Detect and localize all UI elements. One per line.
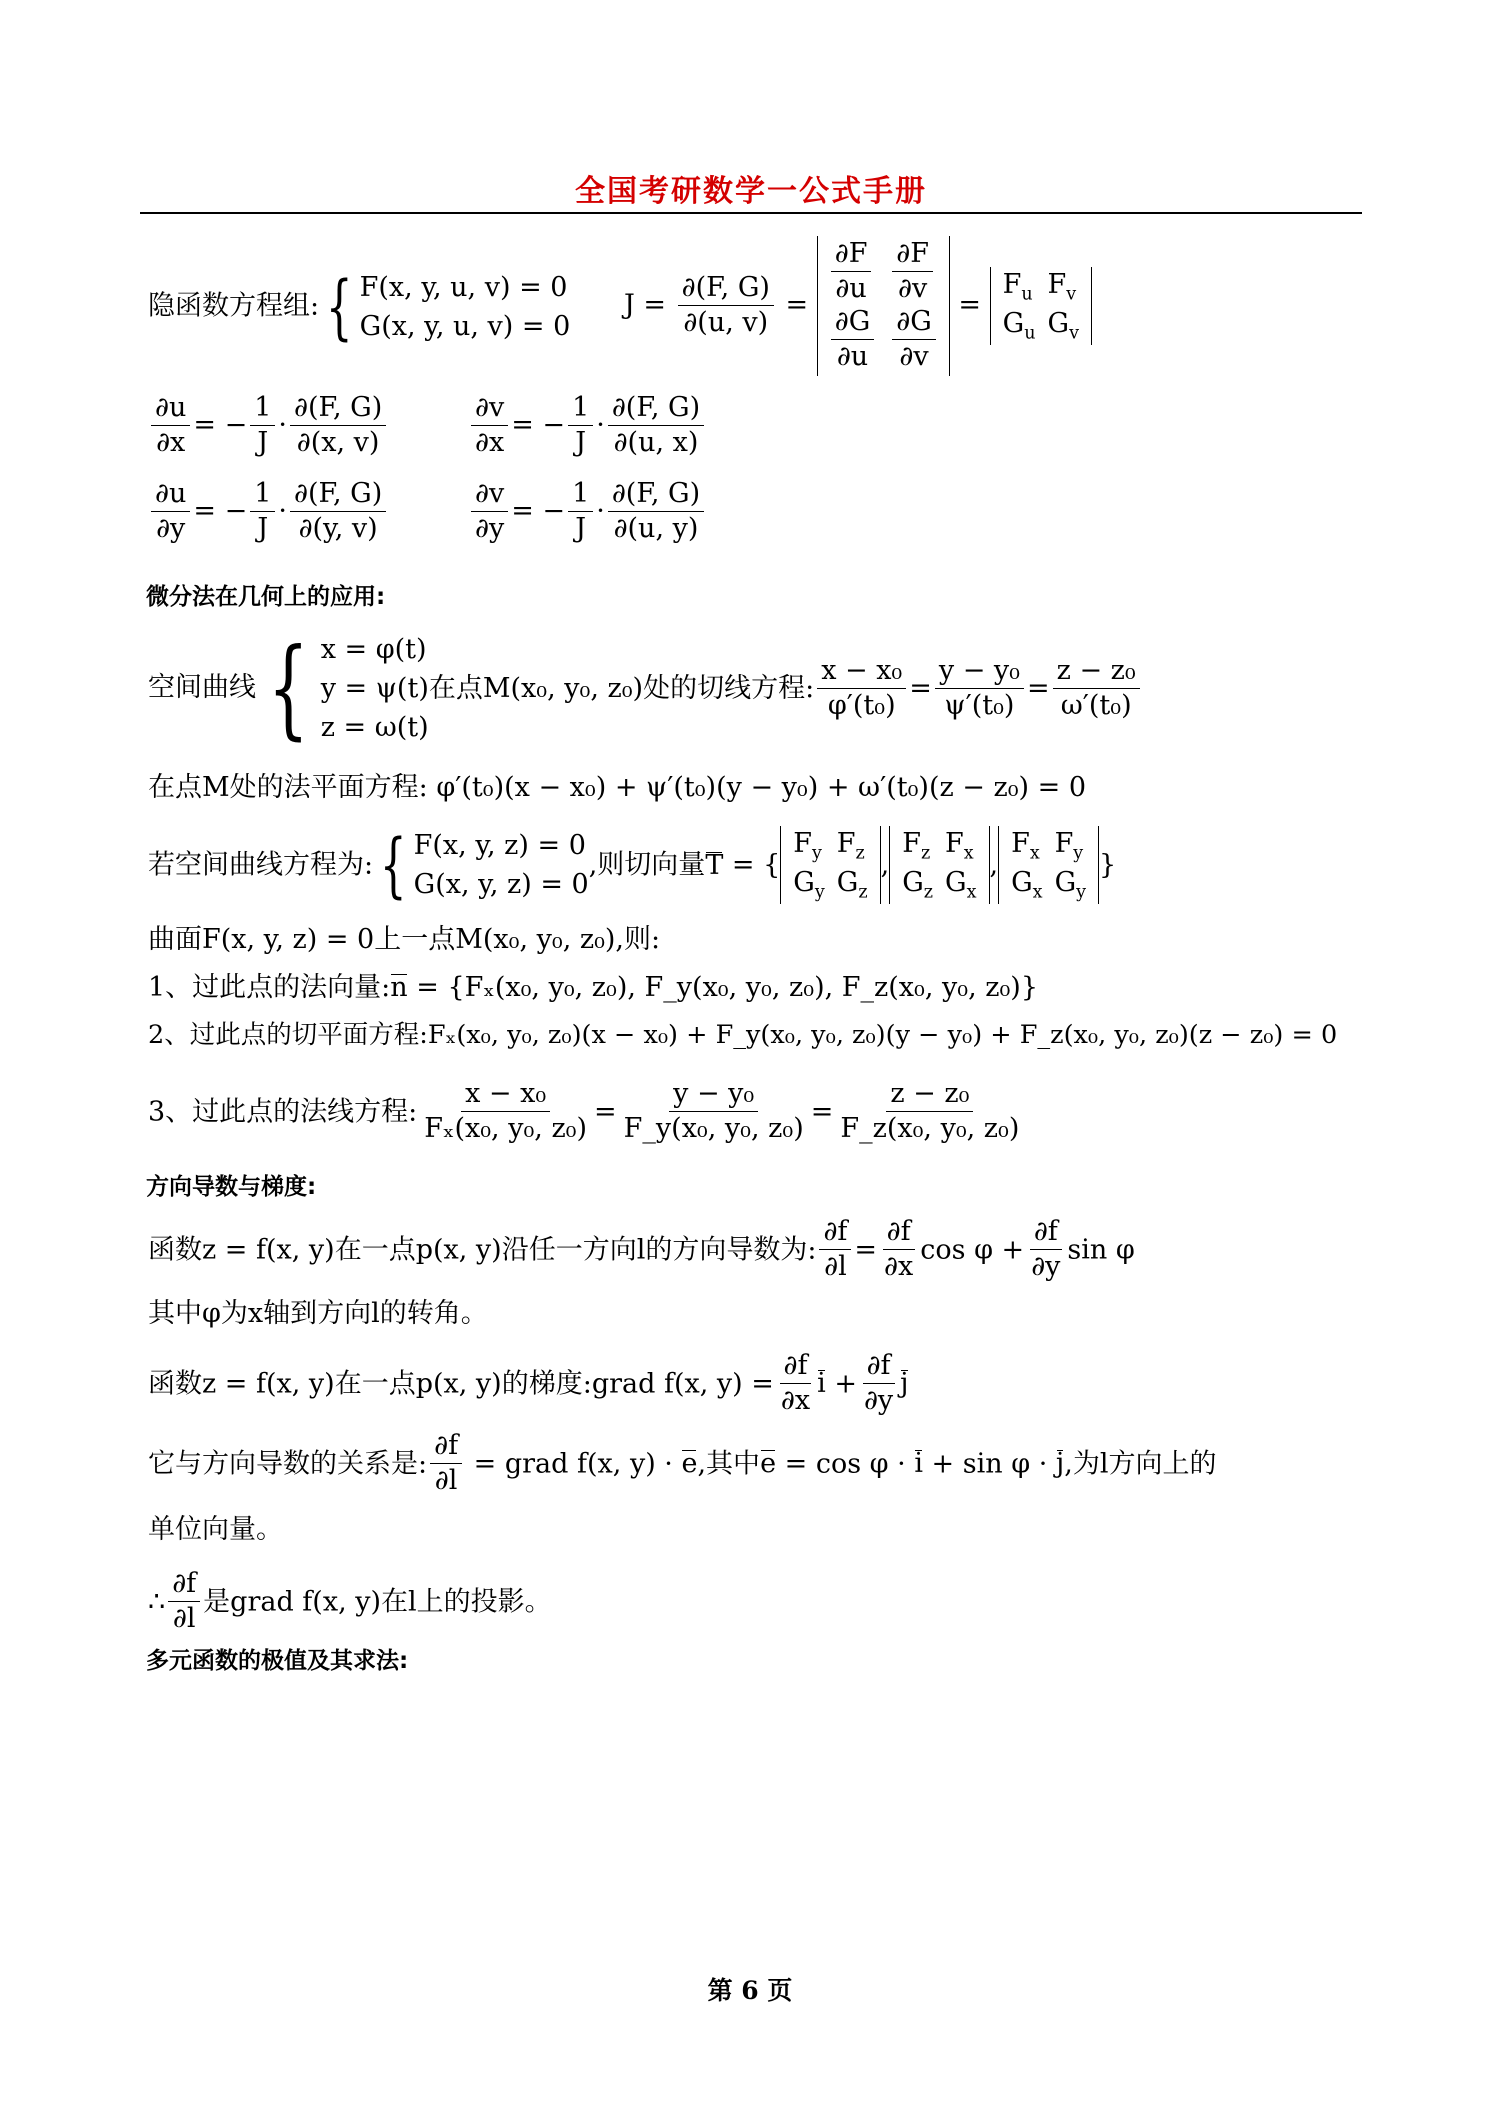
- F: F: [945, 828, 964, 859]
- F: F: [793, 828, 813, 859]
- dot: ·: [278, 495, 287, 527]
- dy: ∂y: [863, 1385, 894, 1417]
- d1: φ′(t₀): [827, 690, 896, 722]
- G: G: [1002, 307, 1025, 339]
- equals: =: [909, 673, 932, 705]
- close-brace: }: [1099, 849, 1117, 881]
- sub-x: x: [1032, 882, 1043, 903]
- x-eq: x = φ(t): [320, 634, 427, 665]
- sub-x: x: [966, 882, 977, 903]
- projection: [148, 1568, 552, 1636]
- gradient-lhs: grad f(x, y) =: [591, 1368, 774, 1400]
- page-title: 全国考研数学一公式手册: [575, 174, 927, 209]
- one: 1: [250, 478, 275, 512]
- sub-y: y: [814, 882, 825, 903]
- dx: ∂x: [780, 1385, 811, 1417]
- sub-y: y: [1073, 843, 1084, 864]
- partial-dv-dx: [468, 392, 707, 460]
- equals: =: [785, 289, 809, 321]
- dl: ∂l: [824, 1251, 847, 1283]
- dl: ∂l: [172, 1603, 196, 1635]
- d-G: ∂G: [831, 306, 875, 340]
- dux: ∂(u, x): [613, 427, 699, 459]
- header-rule: [140, 212, 1362, 214]
- dyv: ∂(y, v): [298, 513, 378, 545]
- equals-minus: = −: [511, 409, 566, 441]
- section-title-geometry: 微分法在几何上的应用:: [146, 584, 386, 610]
- plus: +: [825, 1368, 857, 1400]
- F: F: [1047, 268, 1067, 300]
- sub-z: z: [923, 882, 934, 903]
- equals-brace: = {: [723, 849, 781, 881]
- equals-minus: = −: [193, 409, 248, 441]
- jacobian-prefix: J =: [624, 289, 667, 321]
- normal-plane-formula: φ′(t₀)(x − x₀) + ψ′(t₀)(y − y₀) + ω′(t₀)(z − z₀) = 0: [436, 772, 1087, 803]
- y-eq: y = ψ(t): [320, 673, 429, 705]
- item2-formula: Fₓ(x₀, y₀, z₀)(x − x₀) + F_y(x₀, y₀, z₀)(y − y₀) + F_z(x₀, y₀, z₀)(z − z₀) = 0: [427, 1020, 1338, 1050]
- F: F: [1011, 828, 1030, 859]
- one: 1: [568, 478, 593, 512]
- dl: ∂l: [434, 1465, 458, 1497]
- dot: ·: [278, 409, 287, 441]
- gradient-relation: [148, 1430, 1216, 1498]
- intersect-label: 若空间曲线方程为:: [148, 849, 374, 881]
- J: J: [257, 513, 269, 545]
- jacobian-fraction: [678, 272, 774, 340]
- sub-u: u: [1021, 283, 1033, 304]
- section-title-gradient: 方向导数与梯度:: [146, 1174, 317, 1200]
- G: G: [945, 867, 967, 899]
- relation-rhs2: = cos φ ·: [776, 1448, 915, 1480]
- dot: ·: [596, 495, 605, 527]
- implicit-label: 隐函数方程组:: [148, 290, 320, 322]
- partial-dv-dy: [468, 478, 707, 546]
- surface-item-3: [148, 1078, 1026, 1146]
- sub-v: v: [1066, 283, 1077, 304]
- intersect-mid: ,则切向量: [588, 849, 706, 881]
- page-number: 第 6 页: [707, 1976, 793, 2005]
- section-title-extrema: 多元函数的极值及其求法:: [146, 1648, 409, 1674]
- relation-mid: ,其中: [697, 1448, 761, 1480]
- d3: ω′(t₀): [1060, 690, 1132, 722]
- d2: ψ′(t₀): [944, 690, 1015, 722]
- implicit-eq2: G(x, y, u, v) = 0: [359, 311, 571, 343]
- brace: {: [267, 625, 309, 751]
- item3-label: 3、过此点的法线方程:: [148, 1096, 418, 1128]
- duy: ∂(u, y): [613, 513, 699, 545]
- brace: {: [380, 824, 407, 907]
- equals: =: [810, 1096, 834, 1128]
- dxv: ∂(x, v): [296, 427, 380, 459]
- jacobian-num: ∂(F, G): [678, 272, 774, 306]
- curve-label: 空间曲线: [148, 672, 256, 704]
- df: ∂f: [168, 1568, 200, 1602]
- normal-vector-n: n: [390, 972, 408, 1003]
- d2: F_y(x₀, y₀, z₀): [623, 1113, 804, 1145]
- tangent-vector-T: T: [705, 849, 724, 881]
- df: ∂f: [819, 1216, 851, 1250]
- intersect-equations: [414, 826, 589, 904]
- n2: y − y₀: [669, 1078, 758, 1112]
- sub-y: y: [1076, 882, 1087, 903]
- G: G: [902, 867, 924, 899]
- d-u: ∂u: [836, 341, 869, 373]
- sub-y: y: [812, 843, 822, 864]
- relation-rhs1: = grad f(x, y) ·: [465, 1448, 682, 1480]
- jacobian-den: ∂(u, v): [683, 307, 769, 339]
- dy: ∂y: [1031, 1251, 1061, 1283]
- unit-vector-e: e: [760, 1448, 777, 1480]
- F: F: [1054, 828, 1074, 859]
- intersect-eq1: F(x, y, z) = 0: [413, 830, 586, 862]
- dFG: ∂(F, G): [608, 478, 704, 512]
- df: ∂f: [780, 1350, 812, 1384]
- sub-x: x: [1029, 843, 1040, 864]
- cos-term: cos φ +: [920, 1234, 1025, 1266]
- F: F: [902, 828, 921, 859]
- jacobian-partial-determinant: [817, 236, 950, 376]
- equals: =: [1027, 673, 1050, 705]
- G: G: [793, 867, 815, 899]
- det-zx: [889, 826, 989, 904]
- dx: ∂x: [884, 1251, 914, 1283]
- dFG: ∂(F, G): [290, 478, 386, 512]
- normal-plane-text: 在点M处的法平面方程:: [148, 772, 428, 803]
- dv: ∂v: [471, 392, 508, 426]
- implicit-eq1: F(x, y, u, v) = 0: [359, 272, 568, 303]
- sub-z: z: [855, 843, 865, 864]
- partial-du-dy: [148, 478, 389, 546]
- dot: ·: [596, 409, 605, 441]
- intersect-curve: [148, 824, 1117, 907]
- equals: =: [594, 1096, 617, 1128]
- projection-text: 是grad f(x, y)在l上的投影。: [203, 1586, 552, 1618]
- intersect-eq2: G(x, y, z) = 0: [413, 869, 589, 901]
- dFG: ∂(F, G): [608, 392, 704, 426]
- J: J: [575, 427, 587, 459]
- relation-text: 它与方向导数的关系是:: [148, 1448, 428, 1480]
- n1: x − x₀: [461, 1078, 550, 1112]
- jacobian: [624, 236, 1092, 376]
- d-v: ∂v: [899, 341, 929, 373]
- unit-vector-i: i: [914, 1448, 923, 1480]
- space-curve-tangent: [148, 625, 1143, 751]
- df: ∂f: [430, 1430, 462, 1464]
- n1: x − x₀: [817, 655, 906, 689]
- relation-tail: ,为l方向上的: [1064, 1448, 1217, 1480]
- du: ∂u: [151, 392, 190, 426]
- comma: ,: [989, 849, 999, 881]
- G: G: [836, 867, 859, 899]
- F: F: [1002, 268, 1022, 300]
- G: G: [1054, 867, 1077, 899]
- surface-intro: 曲面F(x, y, z) = 0上一点M(x₀, y₀, z₀),则:: [148, 924, 661, 955]
- dFG: ∂(F, G): [290, 392, 386, 426]
- n3: z − z₀: [886, 1078, 973, 1112]
- curve-param-equations: [321, 630, 429, 747]
- implicit-system: [148, 266, 571, 349]
- unit-vector-i: i: [817, 1368, 826, 1400]
- partial-du-dx: [148, 392, 389, 460]
- item1-label: 1、过此点的法向量:: [148, 972, 391, 1003]
- d-F: ∂F: [831, 238, 872, 272]
- d-u: ∂u: [835, 273, 867, 305]
- det-yz: [780, 826, 880, 904]
- one: 1: [568, 392, 593, 426]
- J: J: [257, 427, 269, 459]
- d-v: ∂v: [898, 273, 928, 305]
- du: ∂u: [151, 478, 190, 512]
- n3: z − z₀: [1053, 655, 1140, 689]
- sub-x: x: [963, 843, 974, 864]
- dy: ∂y: [475, 513, 505, 545]
- df: ∂f: [1030, 1216, 1062, 1250]
- relation-rhs3: + sin φ ·: [922, 1448, 1056, 1480]
- therefore-symbol: ∴: [148, 1586, 166, 1618]
- equals-minus: = −: [193, 495, 248, 527]
- sin-term: sin φ: [1067, 1234, 1135, 1266]
- F: F: [836, 828, 856, 859]
- d3: F_z(x₀, y₀, z₀): [840, 1113, 1020, 1145]
- directional-text: 函数z = f(x, y)在一点p(x, y)沿任一方向l的方向导数为:: [148, 1234, 817, 1266]
- angle-note: 其中φ为x轴到方向l的转角。: [148, 1298, 488, 1329]
- brace: {: [326, 266, 353, 349]
- n2: y − y₀: [935, 655, 1024, 689]
- surface-item-1: [148, 972, 1038, 1003]
- d1: Fₓ(x₀, y₀, z₀): [424, 1113, 588, 1145]
- item1-formula: = {Fₓ(x₀, y₀, z₀), F_y(x₀, y₀, z₀), F_z(x₀, y₀, z₀)}: [407, 972, 1038, 1003]
- item2-label: 2、过此点的切平面方程:: [148, 1020, 428, 1050]
- d-F: ∂F: [892, 238, 933, 272]
- equals-minus: = −: [511, 495, 566, 527]
- equals: =: [854, 1234, 878, 1266]
- normal-plane: [148, 772, 1086, 803]
- directional-derivative: [148, 1216, 1135, 1284]
- one: 1: [250, 392, 275, 426]
- df: ∂f: [863, 1350, 895, 1384]
- jacobian-determinant: [990, 267, 1092, 345]
- relation-line2: 单位向量。: [148, 1514, 283, 1545]
- unit-vector-e: e: [681, 1448, 698, 1480]
- det-xy: [998, 826, 1099, 904]
- d-G: ∂G: [892, 306, 936, 340]
- gradient-text: 函数z = f(x, y)在一点p(x, y)的梯度:: [148, 1368, 592, 1400]
- gradient-definition: [148, 1350, 909, 1418]
- dx: ∂x: [156, 427, 186, 459]
- sub-z: z: [858, 882, 868, 903]
- curve-mid-text: 在点M(x₀, y₀, z₀)处的切线方程:: [428, 673, 815, 705]
- dy: ∂y: [156, 513, 186, 545]
- df: ∂f: [883, 1216, 915, 1250]
- unit-vector-j: j: [1055, 1448, 1065, 1480]
- unit-vector-j: j: [900, 1368, 909, 1400]
- sub-u: u: [1024, 323, 1036, 344]
- comma: ,: [880, 849, 890, 881]
- dx: ∂x: [475, 427, 505, 459]
- G: G: [1047, 307, 1070, 339]
- J: J: [575, 513, 587, 545]
- sub-v: v: [1069, 323, 1079, 344]
- dv: ∂v: [471, 478, 508, 512]
- equals: =: [958, 289, 982, 321]
- sub-z: z: [920, 843, 931, 864]
- z-eq: z = ω(t): [320, 712, 429, 744]
- surface-item-2: [148, 1021, 1337, 1050]
- implicit-equations: [360, 268, 571, 346]
- G: G: [1011, 867, 1033, 899]
